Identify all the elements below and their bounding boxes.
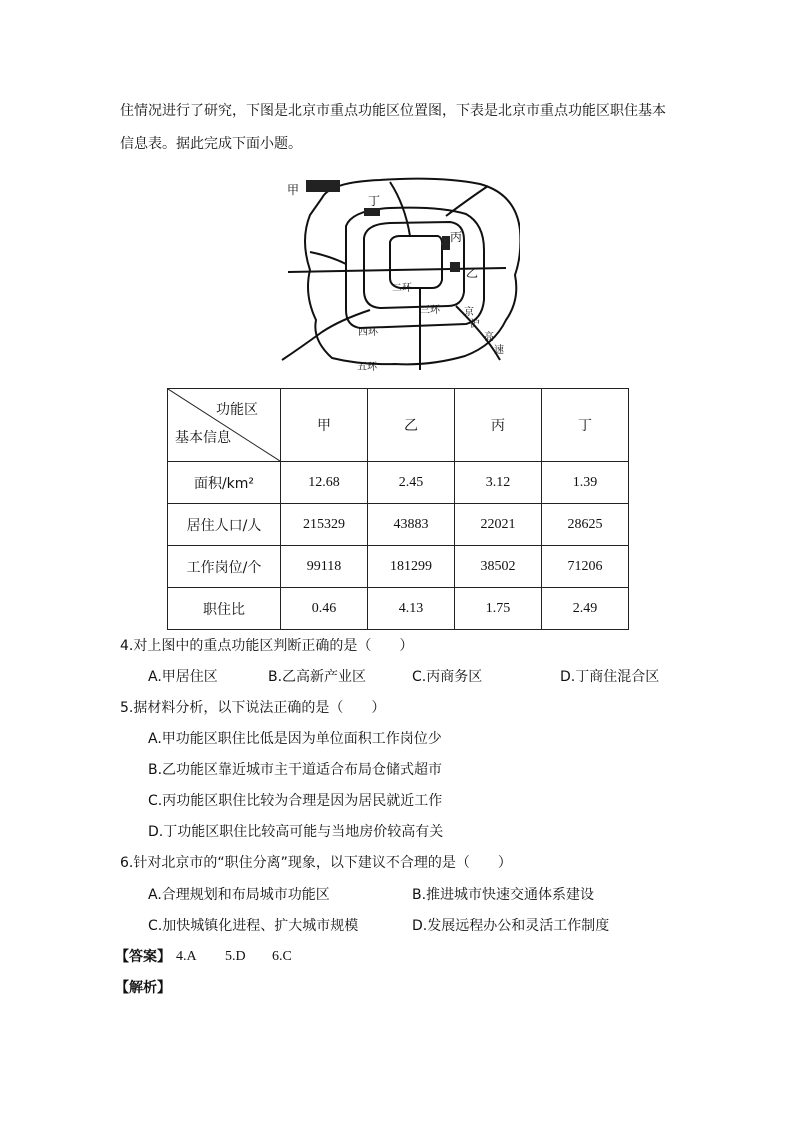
question-6-option-c: C.加快城镇化进程、扩大城市规模	[148, 918, 359, 934]
table-cell: 4.13	[368, 588, 455, 630]
table-cell: 28625	[542, 504, 629, 546]
table-cell: 22021	[455, 504, 542, 546]
question-6-option-b: B.推进城市快速交通体系建设	[412, 887, 595, 903]
table-cell: 71206	[542, 546, 629, 588]
north-road	[390, 182, 410, 236]
ring5-label: 五环	[357, 362, 377, 373]
question-5-option-d: D.丁功能区职住比较高可能与当地房价较高有关	[148, 824, 444, 840]
question-4-option-b: B.乙高新产业区	[268, 669, 367, 685]
table-cell: 3.12	[455, 462, 542, 504]
zone-yi-label: 乙	[466, 266, 479, 280]
zone-ding-label: 丁	[368, 194, 381, 208]
analysis-label: 【解析】	[115, 980, 171, 996]
question-6-stem: 6.针对北京市的“职住分离”现象，以下建议不合理的是（ ）	[120, 855, 512, 871]
table-cell: 215329	[281, 504, 368, 546]
ring4-label: 四环	[358, 327, 378, 338]
table-cell: 181299	[368, 546, 455, 588]
ring2-label: 二环	[392, 283, 412, 294]
zone-jia-block	[306, 180, 340, 192]
zone-ding-block	[364, 208, 380, 216]
expressway-label-1: 京	[464, 307, 474, 318]
table-row	[168, 462, 629, 504]
table-cell: 38502	[455, 546, 542, 588]
question-5-stem: 5.据材料分析，以下说法正确的是（ ）	[120, 700, 386, 716]
question-4-stem: 4.对上图中的重点功能区判断正确的是（ ）	[120, 638, 414, 654]
answer-6: 6.C	[272, 949, 292, 964]
question-4-option-d: D.丁商住混合区	[560, 669, 660, 685]
answer-4: 4.A	[176, 949, 197, 964]
intro-line-2: 信息表。据此完成下面小题。	[120, 136, 302, 152]
west-road	[310, 252, 346, 264]
table-cell: 1.75	[455, 588, 542, 630]
column-header: 丁	[542, 389, 629, 462]
expressway-label-3: 高	[484, 332, 494, 343]
table-header-row	[168, 389, 629, 462]
beijing-function-zone-map	[270, 160, 520, 380]
row-label: 职住比	[168, 588, 281, 630]
table-row	[168, 588, 629, 630]
row-label: 工作岗位/个	[168, 546, 281, 588]
info-table	[167, 388, 629, 630]
table-diagonal-header	[168, 389, 281, 462]
expressway-label-2: 沪	[470, 319, 480, 330]
row-label: 居住人口/人	[168, 504, 281, 546]
table-row	[168, 504, 629, 546]
zone-bing-block	[442, 236, 450, 250]
question-4-option-a: A.甲居住区	[148, 669, 218, 685]
question-4-option-c: C.丙商务区	[412, 669, 483, 685]
second-ring-road	[390, 236, 442, 288]
intro-line-1: 住情况进行了研究，下图是北京市重点功能区位置图，下表是北京市重点功能区职住基本	[120, 103, 666, 119]
answer-label: 【答案】	[115, 949, 171, 965]
header-function-zone: 功能区	[216, 402, 258, 418]
ring3-label: 三环	[420, 305, 440, 316]
question-6-option-d: D.发展远程办公和灵活工作制度	[412, 918, 610, 934]
answer-5: 5.D	[225, 949, 246, 964]
header-basic-info: 基本信息	[175, 430, 231, 446]
table-cell: 0.46	[281, 588, 368, 630]
table-cell: 1.39	[542, 462, 629, 504]
zone-yi-block	[450, 262, 460, 272]
column-header: 甲	[281, 389, 368, 462]
table-cell: 2.49	[542, 588, 629, 630]
table-cell: 12.68	[281, 462, 368, 504]
column-header: 丙	[455, 389, 542, 462]
row-label: 面积/km²	[168, 462, 281, 504]
question-5-option-b: B.乙功能区靠近城市主干道适合布局仓储式超市	[148, 762, 443, 778]
third-ring-road	[364, 222, 464, 308]
question-5-option-a: A.甲功能区职住比低是因为单位面积工作岗位少	[148, 731, 442, 747]
zone-bing-label: 丙	[450, 230, 463, 244]
zone-jia-label: 甲	[287, 183, 300, 197]
column-header: 乙	[368, 389, 455, 462]
table-cell: 99118	[281, 546, 368, 588]
expressway-label-4: 速	[494, 345, 504, 356]
question-6-option-a: A.合理规划和布局城市功能区	[148, 887, 330, 903]
table-cell: 2.45	[368, 462, 455, 504]
table-row	[168, 546, 629, 588]
question-5-option-c: C.丙功能区职住比较为合理是因为居民就近工作	[148, 793, 443, 809]
table-cell: 43883	[368, 504, 455, 546]
airport-road	[446, 186, 488, 216]
